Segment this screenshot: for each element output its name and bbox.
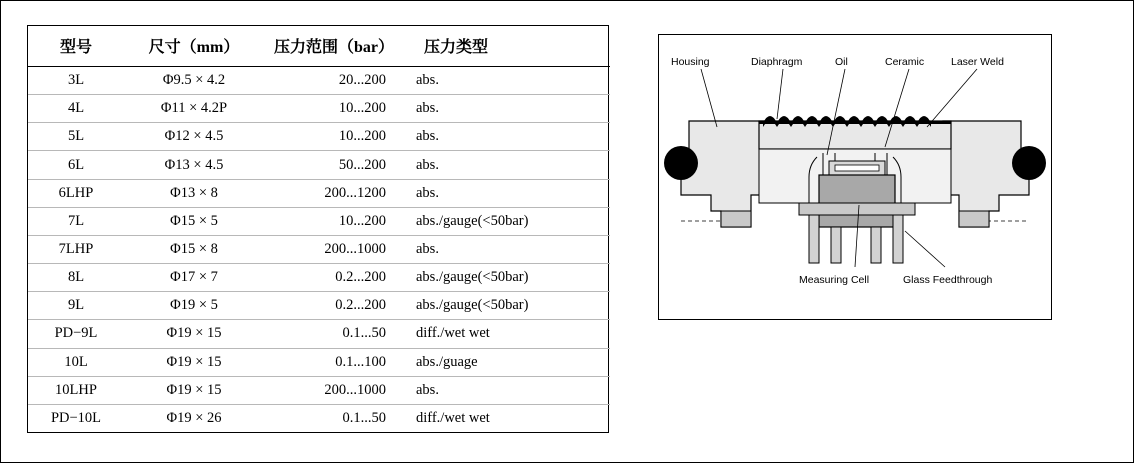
table-row xyxy=(28,123,610,151)
cell-size: Φ12 × 4.5 xyxy=(124,123,264,151)
cell-size: Φ17 × 7 xyxy=(124,264,264,292)
cell-model: 9L xyxy=(28,292,124,320)
o-ring-right-icon xyxy=(1012,146,1046,180)
cell-model: 5L xyxy=(28,123,124,151)
cell-size: Φ13 × 4.5 xyxy=(124,151,264,179)
cell-model: 7LHP xyxy=(28,235,124,263)
column-header-model: 型号 xyxy=(28,26,124,67)
table-row xyxy=(28,320,610,348)
cell-model: 4L xyxy=(28,95,124,123)
table-row xyxy=(28,207,610,235)
cell-size: Φ13 × 8 xyxy=(124,179,264,207)
cell-model: PD−9L xyxy=(28,320,124,348)
cell-model: 6LHP xyxy=(28,179,124,207)
table-row xyxy=(28,179,610,207)
table-row xyxy=(28,292,610,320)
cell-type: abs. xyxy=(404,123,610,151)
cell-range: 200...1200 xyxy=(264,179,404,207)
cell-type: abs./gauge(<50bar) xyxy=(404,292,610,320)
table-row xyxy=(28,151,610,179)
column-header-pressure-type: 压力类型 xyxy=(404,26,610,67)
label-laser-weld: Laser Weld xyxy=(951,56,1004,68)
specification-table-panel xyxy=(27,25,609,433)
cell-type: abs./gauge(<50bar) xyxy=(404,207,610,235)
label-oil: Oil xyxy=(835,56,848,68)
cell-size: Φ19 × 15 xyxy=(124,348,264,376)
cell-model: 7L xyxy=(28,207,124,235)
cell-type: abs./gauge(<50bar) xyxy=(404,264,610,292)
table-row xyxy=(28,348,610,376)
table-row xyxy=(28,376,610,404)
cell-model: 6L xyxy=(28,151,124,179)
cell-size: Φ19 × 5 xyxy=(124,292,264,320)
table-header-row xyxy=(28,26,610,67)
cell-range: 50...200 xyxy=(264,151,404,179)
cell-range: 0.2...200 xyxy=(264,264,404,292)
cell-model: 8L xyxy=(28,264,124,292)
cell-range: 0.1...50 xyxy=(264,320,404,348)
sensor-diagram-svg xyxy=(659,35,1051,319)
table-row xyxy=(28,95,610,123)
cell-range: 20...200 xyxy=(264,67,404,95)
table-row xyxy=(28,404,610,432)
cell-range: 200...1000 xyxy=(264,376,404,404)
cell-range: 0.2...200 xyxy=(264,292,404,320)
cell-range: 200...1000 xyxy=(264,235,404,263)
cell-model: 10LHP xyxy=(28,376,124,404)
cell-range: 0.1...50 xyxy=(342,409,386,426)
cell-type: diff./wet wet xyxy=(416,409,490,426)
cell-range: 0.1...100 xyxy=(264,348,404,376)
cell-type: abs. xyxy=(404,95,610,123)
label-ceramic: Ceramic xyxy=(885,56,925,68)
cell-type: abs./guage xyxy=(404,348,610,376)
column-header-size: 尺寸（mm） xyxy=(124,26,264,67)
cell-type: diff./wet wet xyxy=(404,320,610,348)
cell-size: Φ9.5 × 4.2 xyxy=(124,67,264,95)
cell-type: abs. xyxy=(404,179,610,207)
table-row xyxy=(28,264,610,292)
label-diaphragm: Diaphragm xyxy=(751,56,803,68)
label-glass-feedthrough: Glass Feedthrough xyxy=(903,274,993,286)
cell-range: 10...200 xyxy=(264,123,404,151)
cell-size: Φ11 × 4.2P xyxy=(124,95,264,123)
cell-range: 10...200 xyxy=(264,207,404,235)
cell-size: Φ19 × 15 xyxy=(124,376,264,404)
sensor-cross-section-diagram xyxy=(658,34,1052,320)
measuring-cell xyxy=(819,161,895,227)
table-row xyxy=(28,235,610,263)
cell-range: 10...200 xyxy=(264,95,404,123)
cell-size: Φ15 × 5 xyxy=(124,207,264,235)
specification-table xyxy=(28,26,610,432)
cell-size: Φ19 × 15 xyxy=(124,320,264,348)
cell-model: 3L xyxy=(28,67,124,95)
cell-model: 10L xyxy=(28,348,124,376)
cell-size: Φ19 × 26 xyxy=(166,409,222,426)
cell-type: abs. xyxy=(404,67,610,95)
cell-size: Φ15 × 8 xyxy=(124,235,264,263)
cell-model: PD−10L xyxy=(50,409,102,426)
table-row xyxy=(28,67,610,95)
cell-type: abs. xyxy=(404,376,610,404)
label-measuring-cell: Measuring Cell xyxy=(799,274,870,286)
label-housing: Housing xyxy=(671,56,710,68)
column-header-pressure-range: 压力范围（bar） xyxy=(264,26,404,67)
cell-type: abs. xyxy=(404,235,610,263)
cell-type: abs. xyxy=(404,151,610,179)
o-ring-left-icon xyxy=(664,146,698,180)
